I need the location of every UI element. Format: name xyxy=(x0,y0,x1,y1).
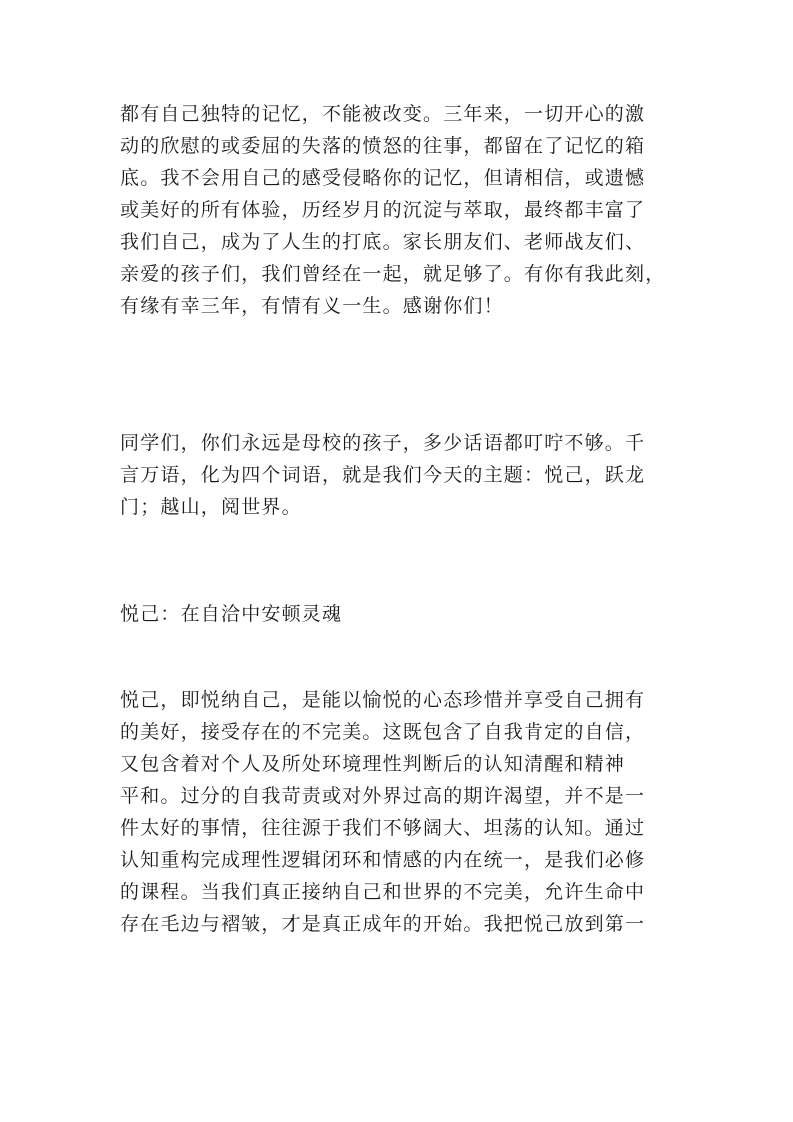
heading-line: 悦己：在自洽中安顿灵魂 xyxy=(120,603,343,625)
text-line: 言万语，化为四个词语，就是我们今天的主题：悦己，跃龙 xyxy=(120,464,646,486)
text-line: 认知重构完成理性逻辑闭环和情感的内在统一，是我们必修 xyxy=(120,849,646,871)
text-line: 动的欣慰的或委屈的失落的愤怒的往事，都留在了记忆的箱 xyxy=(120,135,646,157)
text-line: 件太好的事情，往往源于我们不够阔大、坦荡的认知。通过 xyxy=(120,817,646,839)
text-line: 亲爱的孩子们，我们曾经在一起，就足够了。有你有我此刻， xyxy=(120,263,666,285)
text-line: 我们自己，成为了人生的打底。家长朋友们、老师战友们、 xyxy=(120,231,646,253)
text-line: 都有自己独特的记忆，不能被改变。三年来，一切开心的激 xyxy=(120,103,646,125)
text-line: 或美好的所有体验，历经岁月的沉淀与萃取，最终都丰富了 xyxy=(120,199,646,221)
paragraph-1 xyxy=(120,102,673,317)
text-line: 悦己，即悦纳自己，是能以愉悦的心态珍惜并享受自己拥有 xyxy=(120,689,646,711)
text-line: 有缘有幸三年，有情有义一生。感谢你们！ xyxy=(120,295,504,317)
text-line: 存在毛边与褶皱，才是真正成年的开始。我把悦己放到第一 xyxy=(120,913,646,935)
text-line: 又包含着对个人及所处环境理性判断后的认知清醒和精神 xyxy=(120,753,626,775)
text-line: 门；越山，阅世界。 xyxy=(120,496,302,518)
text-line: 平和。过分的自我苛责或对外界过高的期许渴望，并不是一 xyxy=(120,785,646,807)
text-line: 底。我不会用自己的感受侵略你的记忆，但请相信，或遗憾 xyxy=(120,167,646,189)
text-line: 的美好，接受存在的不完美。这既包含了自我肯定的自信， xyxy=(120,721,646,743)
text-line: 同学们，你们永远是母校的孩子，多少话语都叮咛不够。千 xyxy=(120,432,646,454)
text-line: 的课程。当我们真正接纳自己和世界的不完美，允许生命中 xyxy=(120,881,646,903)
section-heading xyxy=(120,602,673,628)
paragraph-3 xyxy=(120,688,673,948)
paragraph-2 xyxy=(120,431,673,521)
